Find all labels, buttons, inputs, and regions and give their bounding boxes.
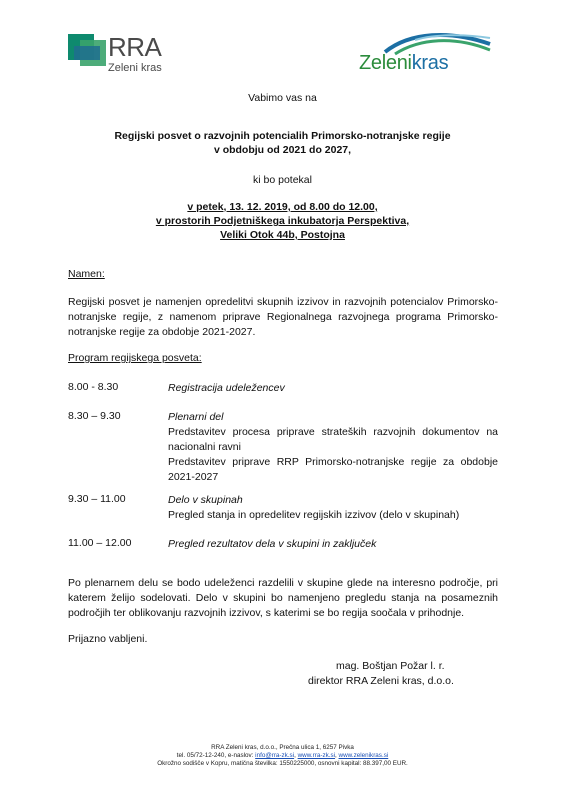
program-title: Registracija udeležencev <box>168 382 285 394</box>
program-time: 8.30 – 9.30 <box>68 410 121 422</box>
footer-web-link-rra[interactable]: www.rra-zk.si <box>297 752 336 759</box>
invite-intro: Vabimo vas na <box>248 92 317 104</box>
footer-separator: , <box>294 752 298 759</box>
event-title-line1: Regijski posvet o razvojnih potencialih Primorsko-notranjske regije <box>114 130 451 142</box>
closing-text: Po plenarnem delu se bodo udeleženci razdelili v skupine glede na interesno področje, pri katerem želijo sodelovati. Delo v skupini bo namenjeno pregledu stanja na posameznih področjih ter oblikovanju razvojnih izzivov, s katerimi se bo regija soočala v prihodnje. <box>68 577 498 619</box>
footer-registry: Okrožno sodišče v Kopru, matična številka: 1550225000, osnovni kapital: 88.397,00 EUR. <box>157 760 408 767</box>
event-when-line3: Veliki Otok 44b, Postojna <box>220 229 345 241</box>
program-title: Plenarni del <box>168 411 224 423</box>
program-detail: Predstavitev priprave RRP Primorsko-notranjske regije za obdobje 2021-2027 <box>168 456 498 483</box>
program-heading: Program regijskega posveta: <box>68 352 202 364</box>
rra-logo-text: RRA <box>108 32 162 62</box>
signature-name: mag. Boštjan Požar l. r. <box>336 660 445 672</box>
event-when-line2: v prostorih Podjetniškega inkubatorja Perspektiva, <box>155 215 410 227</box>
program-time: 9.30 – 11.00 <box>68 493 126 505</box>
rra-logo-subtext: Zeleni kras <box>108 62 162 74</box>
program-title: Delo v skupinah <box>168 494 243 506</box>
footer-address: RRA Zeleni kras, d.o.o., Prečna ulica 1, 6257 Pivka <box>211 744 354 751</box>
zeleni-kras-logo <box>355 30 495 80</box>
program-time: 8.00 - 8.30 <box>68 381 119 393</box>
purpose-text: Regijski posvet je namenjen opredelitvi skupnih izzivov in razvojnih potencialov Primorsko-notranjske regije, z namenom priprave Regionalnega razvojnega programa Primorsko-notranjske regije za obdobje 2021-2027. <box>68 296 498 338</box>
footer-email-link[interactable]: info@rra-zk.si <box>255 752 295 759</box>
event-title-line2: v obdobju od 2021 do 2027, <box>213 144 352 156</box>
footer-contact-label: tel. 05/72-12-240, e-naslov: <box>176 752 256 759</box>
program-time: 11.00 – 12.00 <box>68 537 132 549</box>
rra-logo-square-icon <box>74 46 100 60</box>
purpose-heading: Namen: <box>68 268 105 280</box>
zk-part1: Zeleni <box>359 52 412 74</box>
rra-logo <box>68 34 178 74</box>
zk-part2: kras <box>411 52 449 74</box>
greeting-text: Prijazno vabljeni. <box>68 633 148 645</box>
program-title: Pregled rezultatov dela v skupini in zaključek <box>168 538 377 550</box>
footer-web-link-zelenikras[interactable]: www.zelenikras.si <box>338 752 389 759</box>
took-place-text: ki bo potekal <box>253 174 312 186</box>
zeleni-kras-logo-text <box>359 52 448 75</box>
footer-separator: , <box>335 752 339 759</box>
program-detail: Pregled stanja in opredelitev regijskih izzivov (delo v skupinah) <box>168 509 460 521</box>
program-detail: Predstavitev procesa priprave strateških razvojnih dokumentov na nacionalni ravni <box>168 426 498 453</box>
event-when-line1: v petek, 13. 12. 2019, od 8.00 do 12.00, <box>187 201 378 213</box>
signature-role: direktor RRA Zeleni kras, d.o.o. <box>308 675 454 687</box>
footer-contact <box>0 752 565 760</box>
